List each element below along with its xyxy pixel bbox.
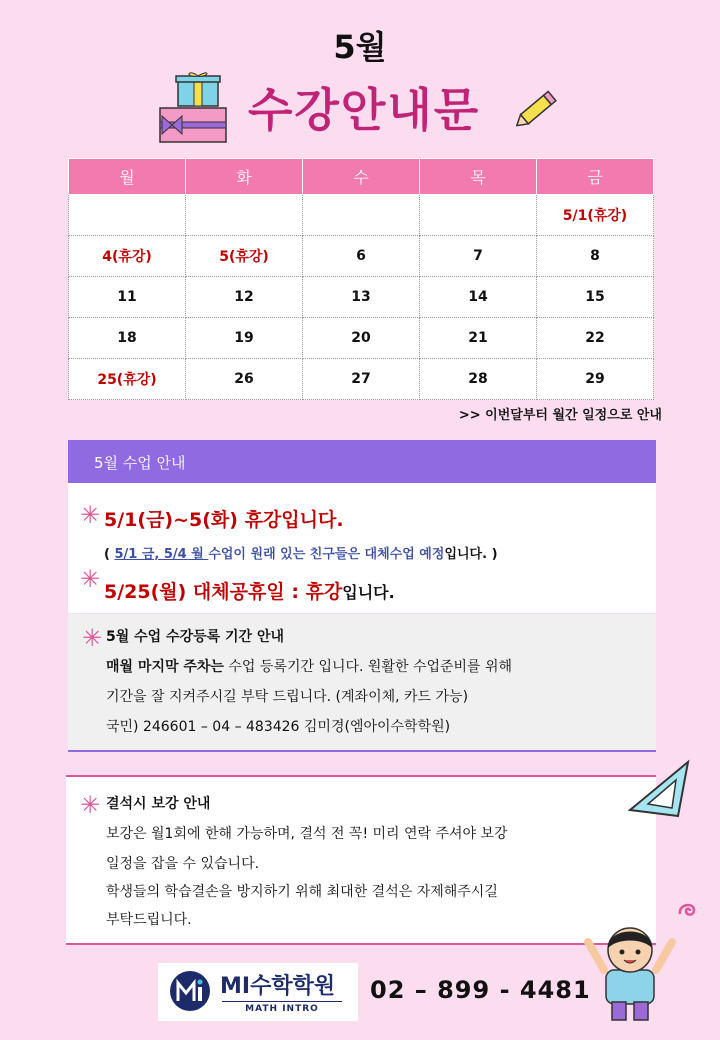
calendar-cell: 22	[537, 318, 654, 359]
weekday-thu: 목	[420, 159, 537, 195]
triangle-ruler-icon	[622, 756, 694, 818]
makeup-title: 결석시 보강 안내	[106, 796, 211, 812]
makeup-line3: 학생들의 학습결손을 방지하기 위해 최대한 결석은 자제해주시길	[106, 884, 498, 900]
calendar-row	[69, 318, 654, 359]
calendar-cell: 21	[420, 318, 537, 359]
calendar-cell	[420, 195, 537, 236]
note-open: (	[104, 547, 115, 562]
makeup-line4: 부탁드립니다.	[106, 912, 192, 928]
logo-m-icon	[168, 969, 212, 1013]
makeup-class-box	[66, 775, 656, 945]
star-icon: ✳	[82, 624, 103, 652]
calendar-cell-holiday: 25(휴강)	[69, 359, 186, 400]
calendar-cell: 26	[186, 359, 303, 400]
calendar-cell: 14	[420, 277, 537, 318]
swirl-icon	[676, 898, 700, 922]
calendar-cell: 7	[420, 236, 537, 277]
makeup-line1: 보강은 월1회에 한해 가능하며, 결석 전 꼭! 미리 연락 주셔야 보강	[106, 826, 508, 842]
calendar-row	[69, 277, 654, 318]
calendar-cell: 12	[186, 277, 303, 318]
star-icon: ✳	[80, 791, 101, 819]
pencil-icon	[516, 84, 562, 130]
registration-lead: 매월 마지막 주차는	[106, 659, 224, 675]
class-notice-box	[68, 483, 656, 613]
weekday-fri: 금	[537, 159, 654, 195]
substitute-holiday-text: 5/25(월) 대체공휴일 : 휴강	[104, 581, 343, 603]
calendar-cell: 27	[303, 359, 420, 400]
calendar-cell-holiday: 5/1(휴강)	[537, 195, 654, 236]
calendar-cell: 15	[537, 277, 654, 318]
month-title: 5월	[333, 28, 387, 66]
note-dates: 5/1 금, 5/4 월	[114, 547, 209, 562]
calendar-cell: 6	[303, 236, 420, 277]
star-icon: ✳	[80, 565, 101, 593]
calendar-cell: 8	[537, 236, 654, 277]
calendar-cell: 20	[303, 318, 420, 359]
registration-line1	[106, 660, 512, 674]
star-icon: ✳	[80, 501, 101, 529]
note-close: 입니다. )	[444, 547, 498, 562]
calendar-table	[68, 158, 654, 400]
calendar-cell: 29	[537, 359, 654, 400]
calendar-note: >> 이번달부터 월간 일정으로 안내	[458, 408, 662, 423]
makeup-line2: 일정을 잡을 수 있습니다.	[106, 856, 260, 872]
logo-name: MI수학학원	[220, 974, 336, 999]
substitute-note	[104, 543, 498, 562]
calendar-cell	[303, 195, 420, 236]
title-banner	[150, 72, 570, 152]
calendar-row	[69, 236, 654, 277]
calendar-cell	[69, 195, 186, 236]
registration-rest: 수업 등록기간 입니다. 원활한 수업준비를 위해	[223, 659, 513, 675]
phone-number: 02 – 899 - 4481	[370, 976, 591, 1004]
calendar-cell: 18	[69, 318, 186, 359]
calendar-cell-holiday: 4(휴강)	[69, 236, 186, 277]
weekday-mon: 월	[69, 159, 186, 195]
calendar-cell: 11	[69, 277, 186, 318]
weekday-tue: 화	[186, 159, 303, 195]
calendar-cell	[186, 195, 303, 236]
registration-title: 5월 수업 수강등록 기간 안내	[106, 629, 285, 645]
bank-account: 국민) 246601 – 04 – 483426 김미경(엠아이수학학원)	[106, 719, 451, 735]
weekday-wed: 수	[303, 159, 420, 195]
calendar-cell: 19	[186, 318, 303, 359]
registration-box	[68, 614, 656, 752]
calendar-cell-holiday: 5(휴강)	[186, 236, 303, 277]
logo-subtitle: MATH INTRO	[222, 1001, 342, 1014]
calendar-cell: 28	[420, 359, 537, 400]
calendar-cell: 13	[303, 277, 420, 318]
page-title: 수강안내문	[248, 83, 481, 137]
note-substitute: 수업이 원래 있는 친구들은 대체수업 예정	[208, 547, 445, 562]
registration-line2: 기간을 잘 지켜주시길 부탁 드립니다. (계좌이체, 카드 가능)	[106, 689, 469, 705]
substitute-holiday-tail: 입니다.	[342, 583, 395, 602]
calendar-row	[69, 195, 654, 236]
holiday-notice: 5/1(금)~5(화) 휴강입니다.	[104, 509, 344, 531]
calendar-row	[69, 359, 654, 400]
gift-icon	[156, 72, 232, 146]
substitute-holiday-notice	[104, 577, 395, 604]
section-header: 5월 수업 안내	[68, 440, 656, 483]
academy-logo	[158, 963, 358, 1021]
kid-illustration	[582, 920, 678, 1026]
